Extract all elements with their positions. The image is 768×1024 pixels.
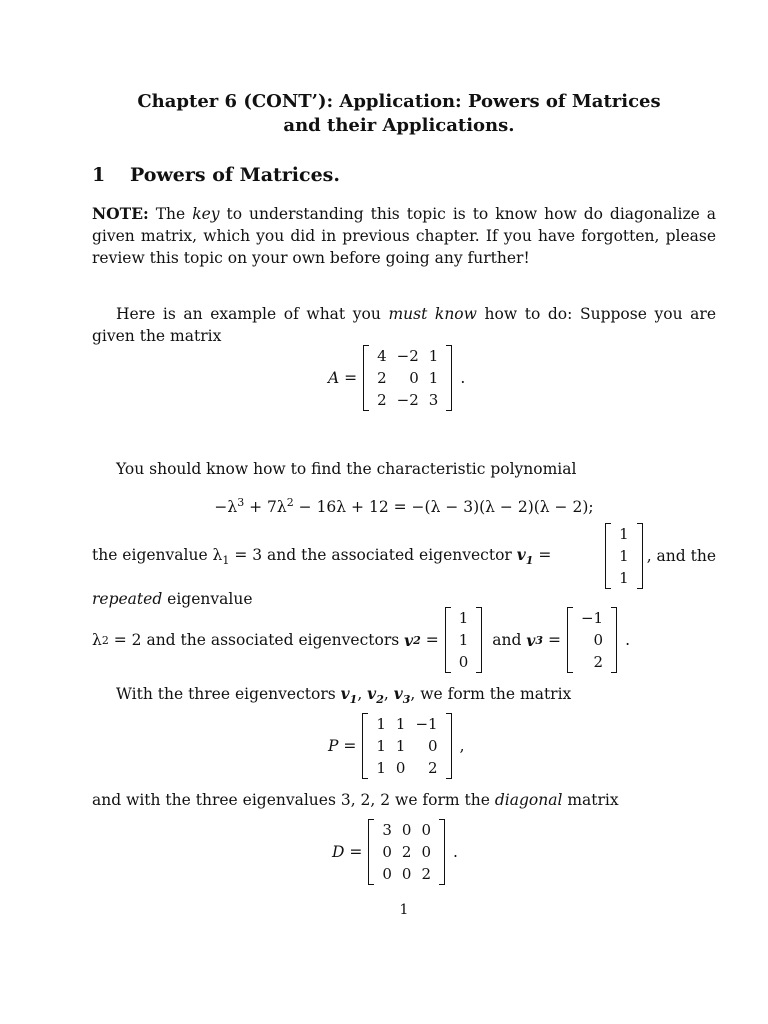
- matrix-a-equation: [328, 345, 465, 411]
- form-p-text: With the three eigenvectors: [116, 685, 341, 703]
- vector-v3-cell: −1: [580, 609, 604, 627]
- form-p-paragraph: [92, 683, 716, 711]
- repeated-emphasis: repeated: [92, 590, 163, 608]
- matrix-a-period: .: [460, 369, 466, 387]
- eq-part: − 16λ + 12 = −(λ − 3)(λ − 2)(λ − 2);: [293, 498, 594, 517]
- vector-v3-cell: 2: [593, 653, 604, 671]
- eigen2-text: = 2 and the associated eigenvectors: [108, 631, 405, 649]
- vector-symbol: v: [404, 630, 414, 650]
- vector-v1: [605, 523, 643, 589]
- section-heading: [92, 163, 340, 187]
- matrix-p-comma: ,: [459, 737, 465, 755]
- eigen1-vector-group: [605, 523, 716, 589]
- must-know-emphasis: must know: [388, 305, 477, 323]
- vector-subscript: 2: [376, 693, 384, 707]
- vector-v3: [567, 607, 617, 673]
- matrix-p-cell: −1: [415, 715, 438, 733]
- vector-v1-cell: 1: [619, 569, 629, 587]
- matrix-d-equation: [332, 819, 458, 885]
- example-text: Here is an example of what you: [116, 305, 389, 323]
- example-paragraph: [92, 303, 716, 347]
- vector-symbol: v: [393, 684, 403, 703]
- matrix-p-label: P =: [328, 737, 357, 755]
- eq-part: −λ: [214, 498, 238, 517]
- eigen1-tail: , and the: [646, 547, 716, 565]
- lambda-subscript: 2: [101, 633, 109, 647]
- matrix-p-cell: 2: [428, 759, 438, 777]
- vector-v1-cell: 1: [619, 547, 629, 565]
- matrix-d-label: D =: [332, 843, 363, 861]
- vector-symbol: v: [526, 630, 536, 650]
- vector-v2-cell: 1: [458, 609, 469, 627]
- vector-v2: [445, 607, 483, 673]
- matrix-d-cell: 3: [382, 821, 392, 839]
- vector-symbol: v: [516, 544, 526, 564]
- matrix-a-label: A =: [328, 369, 358, 387]
- matrix-p-equation: [328, 713, 465, 779]
- page-number: 1: [399, 902, 409, 918]
- matrix-a-cell: 2: [377, 369, 387, 387]
- eigen1-text: [92, 545, 551, 567]
- form-d-paragraph: [92, 789, 716, 811]
- eigen1-text-b: = 3 and the associated eigenvector: [229, 545, 517, 564]
- matrix-a-cell: −2: [396, 347, 419, 365]
- lambda-subscript: 1: [222, 554, 230, 568]
- section-number: 1: [92, 164, 106, 186]
- eigen2-period: .: [625, 631, 630, 649]
- matrix-d-period: .: [452, 843, 458, 861]
- matrix-a: [363, 345, 452, 411]
- comma: ,: [383, 685, 394, 703]
- matrix-d-cell: 0: [382, 843, 392, 861]
- diagonal-emphasis: diagonal: [494, 791, 563, 809]
- vector-v2-cell: 1: [458, 631, 469, 649]
- vector-symbol: v: [367, 684, 377, 703]
- equals-sign: =: [533, 545, 552, 564]
- eq-sup: 2: [286, 496, 294, 509]
- matrix-d-cell: 0: [401, 821, 412, 839]
- matrix-p-cell: 1: [376, 715, 386, 733]
- note-text-rest: to understanding this topic is to know how do diagonalize a given matrix, which you did in previous chapter. If you have forgotten, please review this topic on your own before going any further!: [92, 205, 716, 267]
- and-word: and: [492, 631, 527, 649]
- vector-subscript: 1: [525, 554, 534, 568]
- comma: ,: [357, 685, 368, 703]
- char-poly-intro: You should know how to find the characteristic polynomial: [116, 460, 577, 478]
- form-p-text-rest: , we form the matrix: [410, 685, 572, 703]
- matrix-a-cell: −2: [396, 391, 419, 409]
- matrix-a-cell: 1: [428, 347, 439, 365]
- note-text: The: [148, 205, 193, 223]
- eq-part: + 7λ: [244, 498, 287, 517]
- page-title: [60, 90, 738, 138]
- section-title: Powers of Matrices.: [130, 164, 340, 186]
- matrix-a-cell: 0: [409, 369, 419, 387]
- vector-v2-cell: 0: [458, 653, 469, 671]
- note-label: NOTE:: [92, 204, 149, 223]
- lambda-symbol: λ: [92, 631, 102, 649]
- example-text-rest: how to do: Suppose you are given the matrix: [92, 305, 716, 345]
- note-key-word: key: [192, 205, 220, 223]
- title-line-1: Chapter 6 (CONT’): Application: Powers of Matrices: [137, 91, 661, 112]
- form-d-text: and with the three eigenvalues 3, 2, 2 we form the: [92, 791, 495, 809]
- matrix-p: [362, 713, 451, 779]
- matrix-p-cell: 1: [395, 737, 406, 755]
- matrix-p-cell: 1: [395, 715, 406, 733]
- eq-sup: 3: [237, 496, 245, 509]
- vector-subscript: 3: [535, 633, 544, 647]
- title-line-2: and their Applications.: [283, 115, 515, 136]
- matrix-p-cell: 0: [428, 737, 438, 755]
- matrix-d-cell: 0: [382, 865, 392, 883]
- eigen1-line: [92, 523, 716, 589]
- matrix-p-cell: 1: [376, 759, 386, 777]
- matrix-p-cell: 0: [395, 759, 406, 777]
- matrix-a-cell: 1: [428, 369, 439, 387]
- matrix-d-cell: 2: [401, 843, 412, 861]
- note-paragraph: [92, 203, 716, 269]
- matrix-d-cell: 2: [421, 865, 431, 883]
- vector-subscript: 2: [413, 633, 421, 647]
- matrix-d-cell: 0: [421, 843, 431, 861]
- equals-sign: =: [543, 631, 561, 649]
- char-poly-equation: [92, 492, 716, 518]
- matrix-d-cell: 0: [401, 865, 412, 883]
- repeated-text: eigenvalue: [162, 590, 253, 608]
- matrix-d: [368, 819, 445, 885]
- matrix-d-cell: 0: [421, 821, 431, 839]
- matrix-a-cell: 2: [377, 391, 387, 409]
- vector-v3-cell: 0: [593, 631, 604, 649]
- matrix-p-cell: 1: [376, 737, 386, 755]
- matrix-a-cell: 3: [428, 391, 439, 409]
- vector-subscript: 3: [402, 693, 411, 707]
- eigen1-text-a: the eigenvalue λ: [92, 545, 223, 564]
- matrix-a-cell: 4: [377, 347, 387, 365]
- form-d-text-rest: matrix: [562, 791, 619, 809]
- eigen2-line: [92, 607, 630, 673]
- vector-subscript: 1: [349, 693, 358, 707]
- vector-v1-cell: 1: [619, 525, 629, 543]
- vector-symbol: v: [340, 684, 350, 703]
- equals-sign: =: [420, 631, 439, 649]
